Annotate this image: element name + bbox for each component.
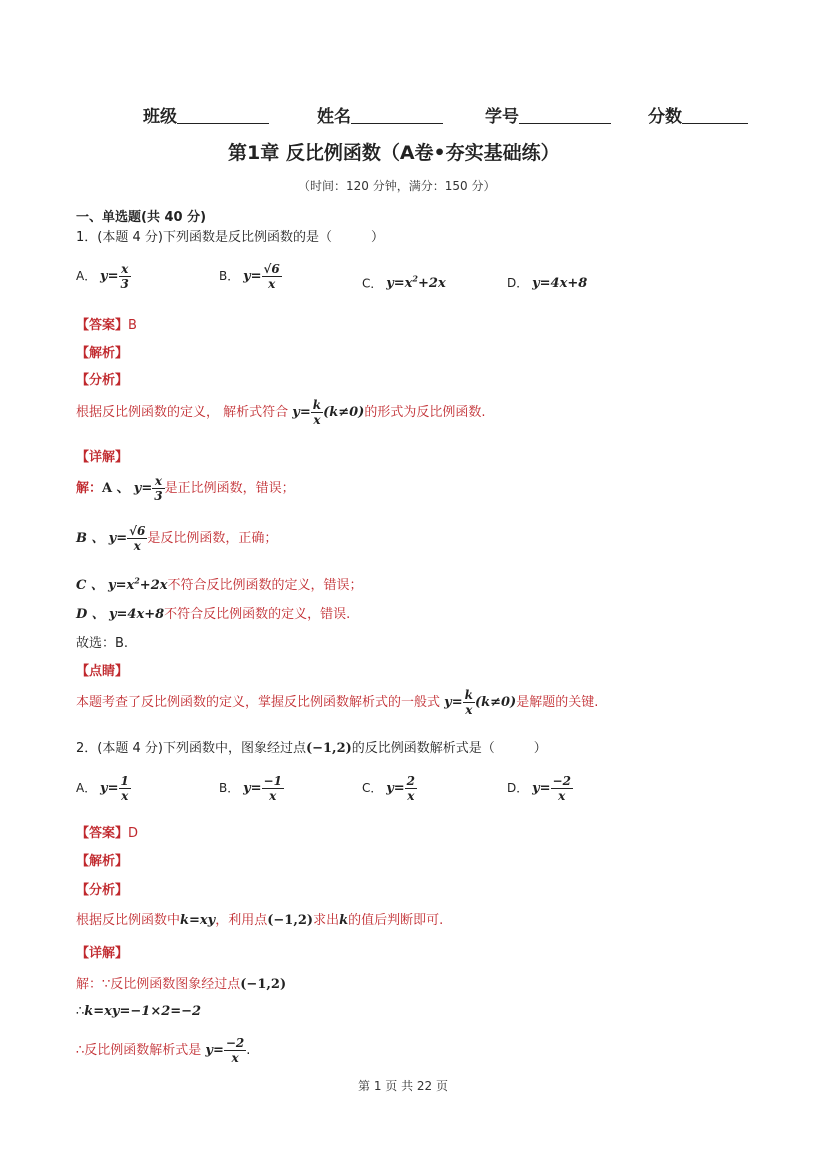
- q1-option-b: [219, 262, 282, 291]
- q2-answer: [76, 822, 138, 841]
- q2-option-c-label: C．: [362, 781, 383, 795]
- q2-detail-line2: [76, 1004, 201, 1019]
- page-subtitle: （时间：120 分钟，满分：150 分）: [298, 179, 496, 193]
- q2-fenxi-d: 的值后判断即可.: [348, 913, 444, 928]
- class-label: [143, 102, 269, 127]
- q2-option-a: [76, 774, 131, 803]
- q1-option-d-math: y=4x+8: [532, 276, 588, 291]
- q1-detail-line2: [76, 524, 277, 553]
- q2-option-b-label: B．: [219, 781, 240, 795]
- q1-detail-line3: [76, 574, 363, 593]
- q1-fenxi-a: 根据反比例函数的定义， 解析式符合: [76, 405, 289, 420]
- q1-dianjing-frac: $\frac{k}{x}$: [464, 688, 473, 717]
- q2-fenxi-b: ，利用点: [215, 913, 268, 928]
- q1-line3-a: C 、: [76, 578, 104, 593]
- q1-line1-b: A 、: [102, 481, 130, 496]
- q2-fenxi-text: [76, 909, 443, 928]
- section-title: 一、单选题(共 40 分): [76, 210, 207, 225]
- q1-line2-math: y=: [108, 531, 128, 546]
- q2-line3-frac: $\frac{-2}{x}$: [225, 1036, 245, 1065]
- q1-fenxi-text: [76, 398, 485, 427]
- q1-option-a-frac: $\frac{x}{3}$: [120, 262, 129, 291]
- q2-option-d-frac: $\frac{-2}{x}$: [552, 774, 571, 803]
- q1-dianjing-b: 是解题的关键.: [516, 695, 599, 710]
- q2-point: (−1,2): [305, 741, 352, 756]
- id-label-text: 学号: [485, 107, 519, 127]
- q1-option-a-label: A．: [76, 269, 97, 283]
- q2-line2-math: k=xy=−1×2=−2: [84, 1004, 202, 1019]
- q1-line1-frac: $\frac{x}{3}$: [154, 474, 163, 503]
- q1-option-c-math: $y=x^2+2x$: [386, 274, 446, 292]
- q2-xiangjie-tag: 【详解】: [76, 946, 129, 961]
- id-blank[interactable]: [519, 106, 611, 124]
- q2-fenxi-point: (−1,2): [267, 913, 314, 928]
- page-footer: 第 1 页 共 22 页: [358, 1079, 448, 1093]
- id-label: [485, 102, 611, 127]
- q2-detail-line3: [76, 1036, 250, 1065]
- q1-jiexi-tag: 【解析】: [76, 346, 129, 361]
- q1-option-a-math: y=: [100, 269, 119, 284]
- q2-option-c: [362, 774, 417, 803]
- q1-detail-line1: [76, 474, 295, 503]
- q1-option-c-label: C．: [362, 276, 383, 291]
- class-label-text: 班级: [143, 107, 177, 127]
- q1-fenxi-b: 的形式为反比例函数.: [364, 405, 486, 420]
- q2-line2-text: ∴: [76, 1004, 85, 1019]
- q1-stem: 1．(本题 4 分)下列函数是反比例函数的是（ ）: [76, 230, 384, 245]
- q1-dianjing-math: y=: [444, 695, 463, 710]
- q1-fenxi-cond: (k≠0): [323, 405, 365, 420]
- q1-option-d: [507, 274, 587, 291]
- q2-fenxi-c: 求出: [313, 913, 340, 928]
- q1-choose: 故选：B.: [76, 636, 129, 651]
- q1-line1-a: 解：: [76, 481, 103, 496]
- q2-stem: [76, 737, 547, 756]
- q2-line1-text: 解：∵反比例函数图象经过点: [76, 977, 241, 992]
- score-label-text: 分数: [648, 107, 682, 127]
- score-label: [648, 102, 748, 127]
- q1-option-b-math: y=: [243, 269, 262, 284]
- q2-option-c-frac: $\frac{2}{x}$: [406, 774, 416, 803]
- q2-fenxi-a: 根据反比例函数中: [76, 913, 181, 928]
- q1-line2-a: B 、: [76, 531, 105, 546]
- q1-option-c: [362, 274, 446, 291]
- q2-fenxi-k: k: [339, 913, 349, 928]
- q1-option-b-frac: $\frac{√6}{x}$: [263, 262, 280, 291]
- q1-line1-c: 是正比例函数，错误；: [164, 481, 295, 496]
- q1-dianjing-a: 本题考查了反比例函数的定义，掌握反比例函数解析式的一般式: [76, 695, 441, 710]
- q1-line4-math: y=4x+8: [108, 607, 165, 622]
- q2-option-a-frac: $\frac{1}{x}$: [120, 774, 129, 803]
- q2-option-d-label: D．: [507, 781, 529, 795]
- q1-line3-b: 不符合反比例函数的定义，错误；: [167, 578, 363, 593]
- q2-stem-b: 的反比例函数解析式是（ ）: [351, 741, 547, 756]
- q2-line3-a: ∴反比例函数解析式是: [76, 1043, 202, 1058]
- q2-option-b: [219, 774, 284, 803]
- page-title: 第1章 反比例函数（A卷•夯实基础练）: [228, 142, 560, 164]
- q1-answer: [76, 314, 137, 333]
- q2-option-a-math: y=: [100, 781, 119, 796]
- q2-jiexi-tag: 【解析】: [76, 854, 129, 869]
- q1-fenxi-math: y=: [292, 405, 311, 420]
- q2-option-b-frac: $\frac{-1}{x}$: [263, 774, 282, 803]
- q1-line2-frac: $\frac{√6}{x}$: [129, 524, 146, 553]
- q2-option-c-math: y=: [386, 781, 405, 796]
- q1-line4-a: D 、: [76, 607, 105, 622]
- q2-answer-tag: 【答案】: [76, 826, 129, 841]
- q1-xiangjie-tag: 【详解】: [76, 450, 129, 465]
- name-blank[interactable]: [351, 106, 443, 124]
- q2-answer-value: D: [128, 826, 139, 841]
- q1-line4-b: 不符合反比例函数的定义，错误.: [164, 607, 351, 622]
- class-blank[interactable]: [177, 106, 269, 124]
- q1-dianjing-cond: (k≠0): [474, 695, 517, 710]
- q2-detail-line1: [76, 973, 286, 992]
- q1-line1-math: y=: [133, 481, 153, 496]
- q2-line3-math: y=: [205, 1043, 224, 1058]
- q1-answer-tag: 【答案】: [76, 318, 129, 333]
- q2-fenxi-tag: 【分析】: [76, 883, 129, 898]
- q1-line2-b: 是反比例函数，正确；: [147, 531, 278, 546]
- q1-line3-math: $y=x^2+2x$: [108, 575, 168, 593]
- q2-line3-b: .: [246, 1043, 251, 1058]
- q1-option-d-label: D．: [507, 276, 529, 290]
- q2-line1-point: (−1,2): [240, 977, 287, 992]
- q1-answer-value: B: [128, 318, 137, 333]
- q1-detail-line4: [76, 603, 350, 622]
- q1-option-b-label: B．: [219, 269, 240, 283]
- q2-fenxi-math1: k=xy: [180, 913, 216, 928]
- q2-option-b-math: y=: [243, 781, 262, 796]
- q2-stem-a: 2．(本题 4 分)下列函数中，图象经过点: [76, 741, 306, 756]
- q1-fenxi-frac: $\frac{k}{x}$: [312, 398, 322, 427]
- q1-dianjing-text: [76, 688, 598, 717]
- name-label: [317, 102, 443, 127]
- q2-option-d-math: y=: [532, 781, 551, 796]
- q1-dianjing-tag: 【点睛】: [76, 664, 129, 679]
- q2-option-a-label: A．: [76, 781, 97, 795]
- score-blank[interactable]: [682, 106, 748, 124]
- q1-option-a: [76, 262, 131, 291]
- name-label-text: 姓名: [317, 107, 351, 127]
- q1-fenxi-tag: 【分析】: [76, 373, 129, 388]
- q2-option-d: [507, 774, 573, 803]
